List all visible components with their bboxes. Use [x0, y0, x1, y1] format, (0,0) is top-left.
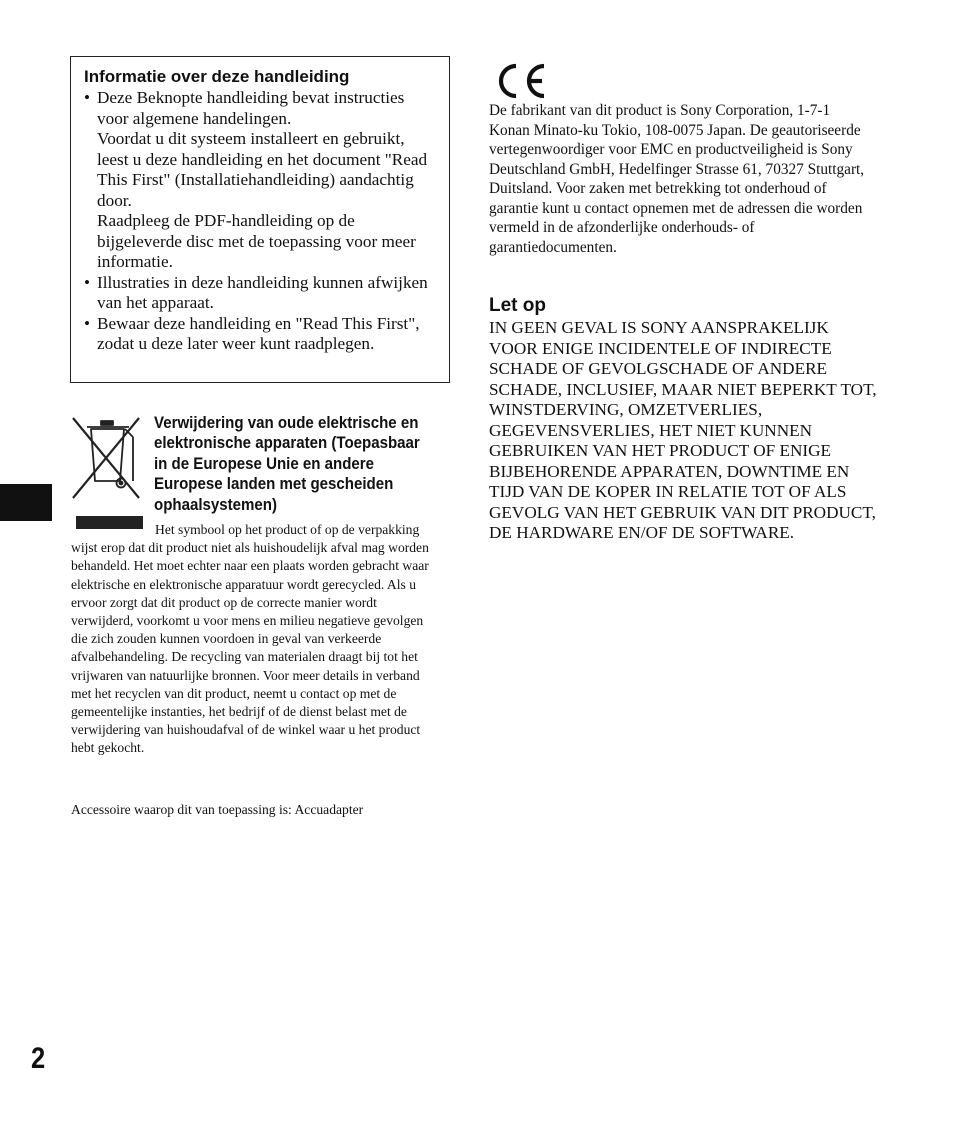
- info-paragraph: Voordat u dit systeem installeert en gebruikt, leest u deze handleiding en het document "Read This First" (Installatiehandleiding) aandachtig door.: [97, 129, 428, 210]
- page-number: 2: [31, 1042, 46, 1075]
- info-box-title: Informatie over deze handleiding: [84, 67, 350, 86]
- info-paragraph: Raadpleeg de PDF-handleiding op de bijgeleverde disc met de toepassing voor meer informatie.: [97, 211, 416, 271]
- manufacturer-info: De fabrikant van dit product is Sony Corporation, 1-7-1 Konan Minato-ku Tokio, 108-0075 Japan. De geautoriseerde vertegenwoordiger voor EMC en productveiligheid is Sony Deutschland GmbH, Hedelfinger Strasse 61, 70327 Stuttgart, Duitsland. Voor zaken met betrekking tot onderhoud of garantie kunt u contact opnemen met de adressen die worden vermeld in de afzonderlijke onderhouds- of garantiedocumenten.: [489, 102, 865, 256]
- info-paragraph: • Bewaar deze handleiding en "Read This First", zodat u deze later weer kunt raadplegen.: [97, 313, 420, 353]
- let-op-body: IN GEEN GEVAL IS SONY AANSPRAKELIJK VOOR ENIGE INCIDENTELE OF INDIRECTE SCHADE OF GEVOLGSCHADE OF ANDERE SCHADE, INCLUSIEF, MAAR NIET BEPERKT TOT, WINSTDERVING, OMZETVERLIES, GEGEVENSVERLIES, HET NIET KUNNEN GEBRUIKEN VAN HET PRODUCT OF ENIGE BIJBEHORENDE APPARATEN, DOWNTIME EN TIJD VAN DE KOPER IN RELATIE TOT OF ALS GEVOLG VAN HET GEBRUIK VAN DIT PRODUCT, DE HARDWARE EN/OF DE SOFTWARE.: [489, 318, 877, 542]
- section-tab-marker: [0, 484, 52, 521]
- info-bullet: [84, 88, 437, 273]
- weee-heading: Verwijdering van oude elektrische en elektronische apparaten (Toepasbaar in de Europese Unie en andere Europese landen met gescheiden ophaalsystemen): [154, 414, 420, 514]
- weee-body: [71, 521, 437, 758]
- ce-mark-icon: [494, 62, 548, 100]
- info-bullet: [84, 314, 437, 355]
- crossed-out-wheelie-bin-icon: [71, 415, 143, 530]
- info-box: [70, 56, 450, 383]
- info-paragraph: • Illustraties in deze handleiding kunnen afwijken van het apparaat.: [97, 272, 428, 312]
- info-paragraph: • Deze Beknopte handleiding bevat instructies voor algemene handelingen.: [97, 88, 405, 128]
- let-op-heading: Let op: [489, 295, 546, 316]
- info-bullet: [84, 273, 437, 314]
- weee-body-text: Het symbool op het product of op de verpakking wijst erop dat dit product niet als huishoudelijk afval mag worden behandeld. Het moet echter naar een plaats worden gebracht waar elektrische en elektronische apparatuur wordt gerecycled. Als u ervoor zorgt dat dit product op de correcte manier wordt verwijderd, voorkomt u voor mens en milieu negatieve gevolgen die zich zouden kunnen voordoen in geval van verkeerde afvalbehandeling. De recycling van materialen draagt bij tot het vrijwaren van natuurlijke bronnen. Voor meer details in verband met het recyclen van dit product, neemt u contact op met de gemeentelijke instanties, het bedrijf of de dienst belast met de verwijdering van huishoudafval of de winkel waar u het product hebt gekocht.: [71, 522, 429, 756]
- weee-accessory-note: Accessoire waarop dit van toepassing is: Accuadapter: [71, 802, 364, 817]
- info-box-list: [84, 88, 437, 355]
